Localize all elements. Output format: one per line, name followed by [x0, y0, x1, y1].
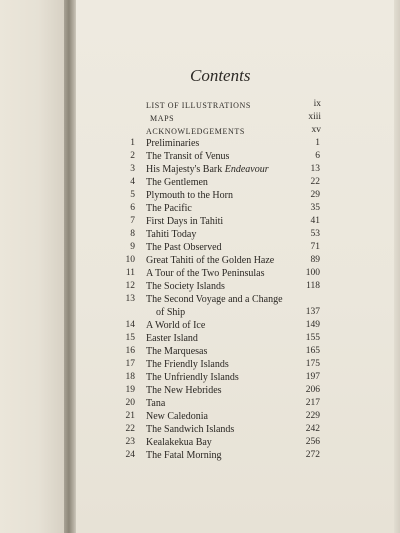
front-matter-label: LIST OF ILLUSTRATIONS: [146, 101, 251, 110]
chapter-number: 9: [130, 242, 135, 252]
chapter-number: 24: [125, 450, 135, 460]
chapter-number: 6: [130, 203, 135, 213]
chapter-page: 217: [305, 398, 320, 408]
chapter-number: 10: [125, 255, 135, 265]
chapter-page: 22: [310, 177, 320, 187]
chapter-title: Tahiti Today: [146, 229, 197, 240]
chapter-page: 118: [306, 281, 320, 291]
chapter-number: 23: [125, 437, 135, 447]
chapter-title: Plymouth to the Horn: [146, 190, 233, 201]
page-edge: [394, 0, 400, 533]
chapter-number: 1: [130, 138, 135, 148]
front-matter-label: ACKNOWLEDGEMENTS: [146, 127, 245, 136]
front-matter-label: MAPS: [150, 114, 175, 123]
chapter-number: 21: [125, 411, 135, 421]
chapter-title: A World of Ice: [146, 320, 206, 331]
chapter-title: The Unfriendly Islands: [146, 372, 239, 383]
chapter-number: 11: [125, 268, 135, 278]
chapter-title: Kealakekua Bay: [146, 437, 212, 448]
chapter-number: 22: [125, 424, 135, 434]
chapter-page: 53: [310, 229, 320, 239]
chapter-page: 137: [305, 307, 320, 317]
chapter-title: The Fatal Morning: [146, 450, 222, 461]
chapter-page: 206: [305, 385, 320, 395]
chapter-title: [146, 164, 296, 175]
chapter-number: 12: [125, 281, 135, 291]
chapter-number: 19: [125, 385, 135, 395]
chapter-title: The New Hebrides: [146, 385, 222, 396]
chapter-number: 14: [125, 320, 135, 330]
front-matter-page: xiii: [308, 112, 321, 122]
chapter-page: 1: [315, 138, 320, 148]
front-matter-page: xv: [311, 125, 321, 135]
chapter-page: 89: [310, 255, 320, 265]
chapter-number: 15: [125, 333, 135, 343]
chapter-page: 100: [305, 268, 320, 278]
chapter-page: 149: [305, 320, 320, 330]
chapter-number: 20: [125, 398, 135, 408]
chapter-title: New Caledonia: [146, 411, 208, 422]
chapter-title: The Pacific: [146, 203, 192, 214]
chapter-title: The Marquesas: [146, 346, 208, 357]
chapter-number: 16: [125, 346, 135, 356]
chapter-number: 4: [130, 177, 135, 187]
chapter-number: 18: [125, 372, 135, 382]
chapter-title-italic: Endeavour: [224, 164, 269, 175]
chapter-page: 242: [305, 424, 320, 434]
chapter-number: 5: [130, 190, 135, 200]
left-page: [0, 0, 64, 533]
front-matter-page: ix: [313, 99, 321, 109]
chapter-title: A Tour of the Two Peninsulas: [146, 268, 265, 279]
chapter-title-continued: of Ship: [156, 307, 186, 318]
chapter-title: Preliminaries: [146, 138, 200, 149]
chapter-page: 197: [305, 372, 320, 382]
chapter-number: 7: [130, 216, 135, 226]
chapter-page: 256: [305, 437, 320, 447]
chapter-title-text: His Majesty's Bark: [146, 164, 225, 175]
chapter-page: 41: [310, 216, 320, 226]
chapter-page: 229: [305, 411, 320, 421]
chapter-number: 3: [130, 164, 135, 174]
chapter-page: 29: [310, 190, 320, 200]
chapter-title: First Days in Tahiti: [146, 216, 224, 227]
chapter-page: 35: [310, 203, 320, 213]
chapter-title: The Transit of Venus: [146, 151, 230, 162]
chapter-title: The Friendly Islands: [146, 359, 229, 370]
chapter-title: The Society Islands: [146, 281, 225, 292]
chapter-title: Tana: [146, 398, 166, 409]
chapter-title: The Sandwich Islands: [146, 424, 235, 435]
page-title: Contents: [190, 66, 251, 85]
chapter-page: 71: [310, 242, 320, 252]
chapter-title: The Second Voyage and a Change: [146, 294, 283, 305]
chapter-title: The Past Observed: [146, 242, 222, 253]
chapter-page: 175: [305, 359, 320, 369]
chapter-page: 155: [305, 333, 320, 343]
chapter-number: 17: [125, 359, 135, 369]
chapter-page: 6: [315, 151, 320, 161]
chapter-page: 165: [305, 346, 320, 356]
chapter-title: The Gentlemen: [146, 177, 208, 188]
chapter-title: Easter Island: [146, 333, 198, 344]
chapter-page: 13: [310, 164, 320, 174]
chapter-number: 8: [130, 229, 135, 239]
chapter-number: 2: [130, 151, 135, 161]
chapter-title: Great Tahiti of the Golden Haze: [146, 255, 275, 266]
chapter-number: 13: [125, 294, 135, 304]
chapter-page: 272: [305, 450, 320, 460]
